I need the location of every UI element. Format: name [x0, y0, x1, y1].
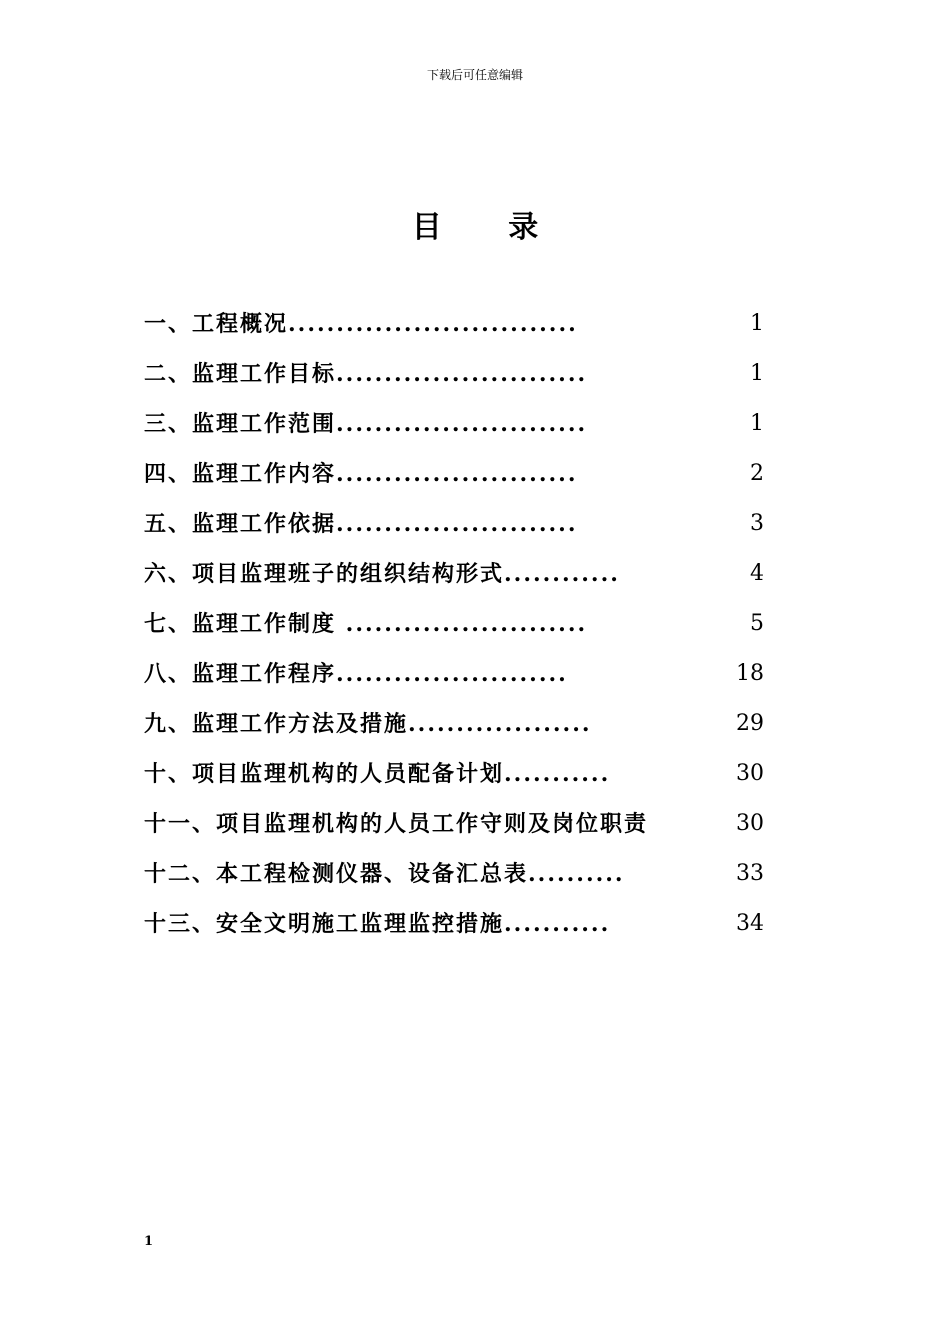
toc-entry-label: 八、监理工作程序........................	[144, 661, 568, 687]
toc-entry-page: 3	[750, 511, 764, 536]
page-number: 1	[144, 1234, 154, 1249]
toc-entry-page: 4	[750, 561, 764, 586]
toc-entry[interactable]	[144, 752, 764, 802]
toc-entry[interactable]	[144, 352, 764, 402]
toc-entry-page: 1	[750, 361, 764, 386]
toc-entry[interactable]	[144, 552, 764, 602]
toc-entry-page: 30	[736, 811, 764, 836]
toc-entry-label: 十三、安全文明施工监理监控措施...........	[144, 911, 611, 937]
toc-entry-label: 四、监理工作内容.........................	[144, 461, 578, 487]
header-note: 下载后可任意编辑	[426, 68, 523, 82]
toc-entry-page: 33	[736, 861, 764, 886]
toc-entry[interactable]	[144, 502, 764, 552]
toc-entry-label: 三、监理工作范围..........................	[144, 411, 588, 437]
toc-entry[interactable]	[144, 402, 764, 452]
toc-title: 目 录	[411, 210, 567, 245]
toc-entry-label: 十一、项目监理机构的人员工作守则及岗位职责	[144, 811, 649, 837]
toc-entry-page: 29	[736, 711, 764, 736]
toc-entry[interactable]	[144, 802, 764, 852]
toc-entry-label: 六、项目监理班子的组织结构形式............	[144, 561, 620, 587]
toc-list	[144, 302, 764, 952]
toc-entry-label: 五、监理工作依据.........................	[144, 511, 578, 537]
toc-entry-label: 七、监理工作制度 .........................	[144, 611, 588, 637]
toc-entry[interactable]	[144, 702, 764, 752]
toc-entry-page: 1	[750, 311, 764, 336]
toc-entry-page: 34	[736, 911, 764, 936]
toc-entry-label: 十、项目监理机构的人员配备计划...........	[144, 761, 611, 787]
toc-entry-label: 九、监理工作方法及措施...................	[144, 711, 592, 737]
toc-entry[interactable]	[144, 452, 764, 502]
toc-entry-label: 一、工程概况..............................	[144, 311, 578, 337]
toc-entry[interactable]	[144, 302, 764, 352]
toc-entry-label: 二、监理工作目标..........................	[144, 361, 588, 387]
toc-entry[interactable]	[144, 602, 764, 652]
toc-entry-page: 5	[750, 611, 764, 636]
toc-entry-page: 18	[736, 661, 764, 686]
toc-entry[interactable]	[144, 652, 764, 702]
toc-entry[interactable]	[144, 852, 764, 902]
toc-entry-page: 2	[750, 461, 764, 486]
toc-entry-label: 十二、本工程检测仪器、设备汇总表..........	[144, 861, 625, 887]
toc-entry[interactable]	[144, 902, 764, 952]
toc-entry-page: 30	[736, 761, 764, 786]
toc-entry-page: 1	[750, 411, 764, 436]
